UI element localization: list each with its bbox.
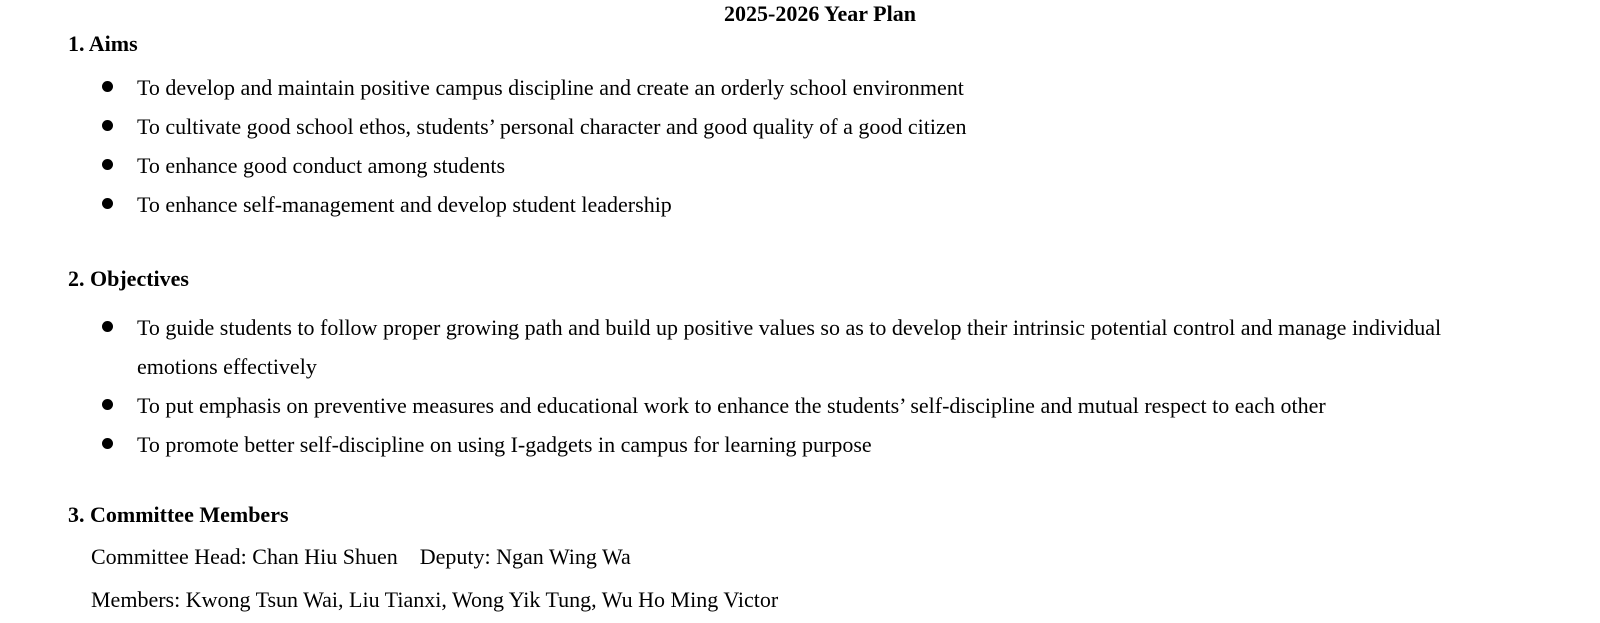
bullet-icon (102, 321, 113, 332)
committee-head-line: Committee Head: Chan Hiu Shuen Deputy: Ngan Wing Wa (91, 544, 631, 569)
committee-heading: 3. Committee Members (68, 502, 289, 527)
objectives-item-text: To guide students to follow proper growing path and build up positive values so as to develop their intrinsic potential control and manage individual emotions effectively (137, 315, 1442, 379)
bullet-icon (102, 198, 113, 209)
committee-members-line: Members: Kwong Tsun Wai, Liu Tianxi, Wong Yik Tung, Wu Ho Ming Victor (91, 587, 779, 612)
aims-list (0, 68, 1497, 224)
aims-item-text: To cultivate good school ethos, students’ personal character and good quality of a good citizen (137, 114, 967, 139)
aims-list-item (0, 107, 1497, 146)
document-title: 2025-2026 Year Plan (724, 1, 916, 26)
objectives-list-item (0, 308, 1497, 386)
bullet-icon (102, 81, 113, 92)
aims-item-text: To enhance good conduct among students (137, 153, 506, 178)
aims-list-item (0, 185, 1497, 224)
bullet-icon (102, 159, 113, 170)
aims-list-item (0, 146, 1497, 185)
bullet-icon (102, 120, 113, 131)
objectives-list (0, 308, 1497, 464)
objectives-item-text: To promote better self-discipline on using I-gadgets in campus for learning purpose (137, 432, 872, 457)
objectives-item-text: To put emphasis on preventive measures and educational work to enhance the students’ self-discipline and mutual respect to each other (137, 393, 1326, 418)
objectives-list-item (0, 425, 1497, 464)
aims-item-text: To develop and maintain positive campus discipline and create an orderly school environment (137, 75, 964, 100)
aims-list-item (0, 68, 1497, 107)
bullet-icon (102, 399, 113, 410)
objectives-list-item (0, 386, 1497, 425)
aims-item-text: To enhance self-management and develop student leadership (137, 192, 672, 217)
bullet-icon (102, 438, 113, 449)
aims-heading: 1. Aims (68, 31, 138, 56)
objectives-heading: 2. Objectives (68, 266, 189, 291)
